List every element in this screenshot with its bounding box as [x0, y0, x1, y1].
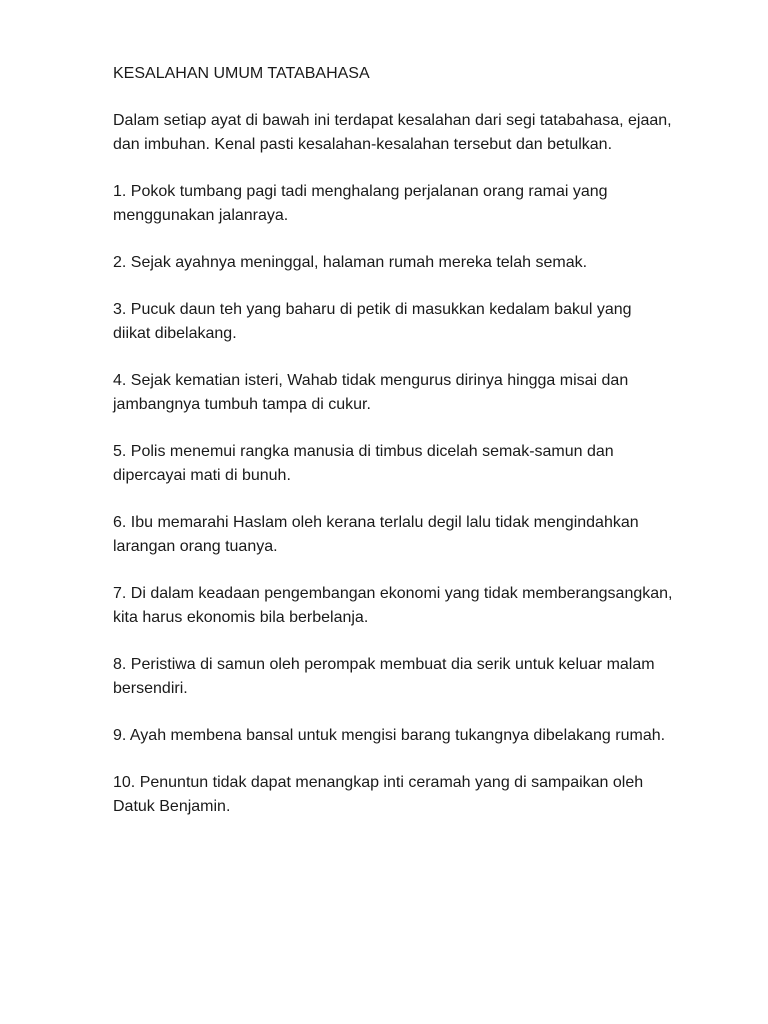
question-item: 6. Ibu memarahi Haslam oleh kerana terlalu degil lalu tidak mengindahkan larangan orang tuanya.	[113, 514, 639, 555]
question-item: 9. Ayah membena bansal untuk mengisi barang tukangnya dibelakang rumah.	[113, 727, 666, 744]
document-page	[113, 62, 673, 819]
document-title: KESALAHAN UMUM TATABAHASA	[113, 65, 370, 82]
instructions-paragraph: Dalam setiap ayat di bawah ini terdapat kesalahan dari segi tatabahasa, ejaan, dan imbuhan. Kenal pasti kesalahan-kesalahan tersebut dan betulkan.	[113, 112, 672, 153]
question-item: 5. Polis menemui rangka manusia di timbus dicelah semak-samun dan dipercayai mati di bunuh.	[113, 443, 614, 484]
question-item: 3. Pucuk daun teh yang baharu di petik di masukkan kedalam bakul yang diikat dibelakang.	[113, 301, 632, 342]
question-item: 10. Penuntun tidak dapat menangkap inti ceramah yang di sampaikan oleh Datuk Benjamin.	[113, 774, 644, 815]
question-list	[113, 180, 673, 819]
question-item: 4. Sejak kematian isteri, Wahab tidak mengurus dirinya hingga misai dan jambangnya tumbuh tampa di cukur.	[113, 372, 629, 413]
question-item: 8. Peristiwa di samun oleh perompak membuat dia serik untuk keluar malam bersendiri.	[113, 656, 655, 697]
question-item: 2. Sejak ayahnya meninggal, halaman rumah mereka telah semak.	[113, 254, 588, 271]
question-item: 7. Di dalam keadaan pengembangan ekonomi yang tidak memberangsangkan, kita harus ekonomis bila berbelanja.	[113, 585, 673, 626]
question-item: 1. Pokok tumbang pagi tadi menghalang perjalanan orang ramai yang menggunakan jalanraya.	[113, 183, 608, 224]
